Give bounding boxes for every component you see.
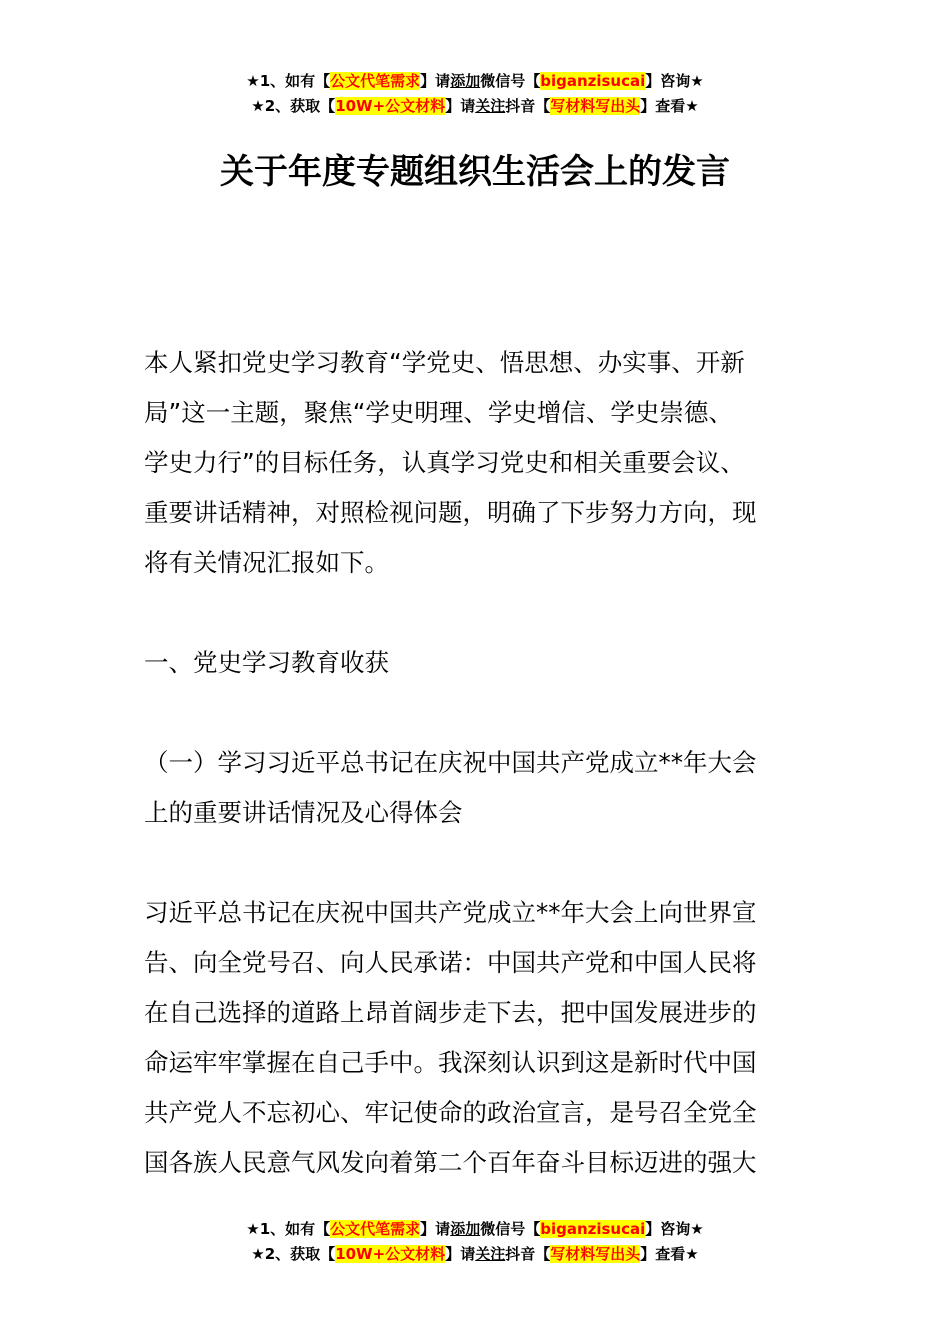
ad-banner-top-line-1: [0, 70, 950, 92]
text-line: 告、向全党号召、向人民承诺：中国共产党和中国人民将: [144, 948, 757, 977]
ad-text: 】请: [445, 97, 476, 115]
ad-highlight: 写材料写出头: [550, 97, 641, 115]
ad-text: 抖音【: [505, 97, 551, 115]
ad-prefix: ★2、获取【: [251, 97, 336, 115]
ad-text: 微信号【: [480, 72, 541, 90]
ad-banner-bottom-line-1: [0, 1218, 950, 1240]
text-line: 在自己选择的道路上昂首阔步走下去，把中国发展进步的: [144, 998, 757, 1027]
ad-underlined: 关注: [475, 97, 506, 115]
ad-highlight: 公文代笔需求: [330, 72, 421, 90]
ad-highlight: biganzisucai: [540, 72, 646, 90]
ad-text: 抖音【: [505, 1245, 551, 1263]
text-line: 本人紧扣党史学习教育“学党史、悟思想、办实事、开新: [144, 348, 745, 377]
ad-suffix: 】查看★: [640, 97, 699, 115]
text-line: 上的重要讲话情况及心得体会: [144, 798, 463, 827]
ad-banner-bottom-line-2: [0, 1243, 950, 1265]
text-line: 习近平总书记在庆祝中国共产党成立**年大会上向世界宣: [144, 898, 757, 927]
text-line: 学史力行”的目标任务，认真学习党史和相关重要会议、: [144, 448, 745, 477]
text-line: 国各族人民意气风发向着第二个百年奋斗目标迈进的强大: [144, 1148, 757, 1177]
ad-highlight: 10W+公文材料: [335, 97, 446, 115]
ad-suffix: 】咨询★: [645, 72, 704, 90]
ad-suffix: 】查看★: [640, 1245, 699, 1263]
ad-suffix: 】咨询★: [645, 1220, 704, 1238]
ad-text: 】请: [420, 1220, 451, 1238]
ad-text: 微信号【: [480, 1220, 541, 1238]
ad-banner-top-line-2: [0, 95, 950, 117]
ad-underlined: 关注: [475, 1245, 506, 1263]
ad-underlined: 添加: [450, 72, 481, 90]
text-line: 命运牢牢掌握在自己手中。我深刻认识到这是新时代中国: [144, 1048, 757, 1077]
ad-underlined: 添加: [450, 1220, 481, 1238]
ad-highlight: 写材料写出头: [550, 1245, 641, 1263]
body-paragraph: [144, 888, 808, 1188]
ad-text: 】请: [420, 72, 451, 90]
text-line: 局”这一主题，聚焦“学史明理、学史增信、学史崇德、: [144, 398, 733, 427]
text-line: 将有关情况汇报如下。: [144, 548, 389, 577]
subsection-heading: [144, 738, 808, 838]
ad-prefix: ★1、如有【: [246, 72, 331, 90]
text-line: 共产党人不忘初心、牢记使命的政治宣言，是号召全党全: [144, 1098, 757, 1127]
document-title: 关于年度专题组织生活会上的发言: [220, 152, 730, 192]
ad-prefix: ★2、获取【: [251, 1245, 336, 1263]
ad-highlight: 公文代笔需求: [330, 1220, 421, 1238]
ad-highlight: biganzisucai: [540, 1220, 646, 1238]
intro-paragraph: [144, 338, 808, 588]
text-line: （一）学习习近平总书记在庆祝中国共产党成立**年大会: [144, 748, 757, 777]
section-heading: 一、党史学习教育收获: [144, 648, 389, 677]
ad-highlight: 10W+公文材料: [335, 1245, 446, 1263]
text-line: 重要讲话精神，对照检视问题，明确了下步努力方向，现: [144, 498, 757, 527]
ad-text: 】请: [445, 1245, 476, 1263]
ad-prefix: ★1、如有【: [246, 1220, 331, 1238]
